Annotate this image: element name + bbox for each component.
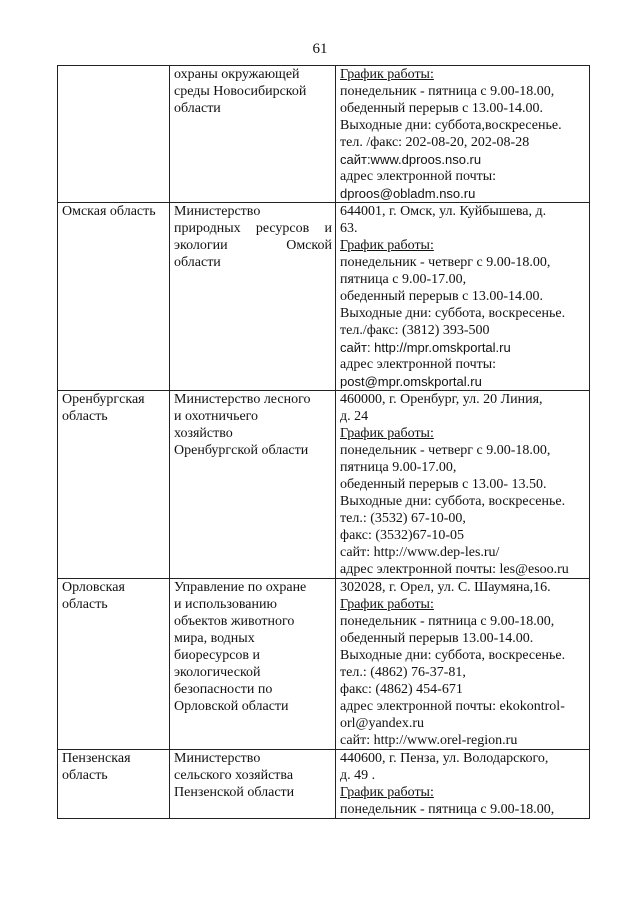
contact-line: сайт: http://mpr.omskportal.ru (340, 340, 511, 355)
organization-cell (170, 203, 336, 391)
contact-line: тел.: (3532) 67-10-00, (340, 511, 466, 526)
region-name-line: область (62, 597, 108, 612)
contact-line: обеденный перерыв с 13.00-14.00. (340, 289, 543, 304)
organization-name-line: экологии Омской (174, 238, 332, 253)
region-cell (58, 391, 170, 579)
contact-line: 644001, г. Омск, ул. Куйбышева, д. (340, 204, 547, 219)
contact-line: 460000, г. Оренбург, ул. 20 Линия, (340, 392, 543, 407)
contact-line: понедельник - четверг с 9.00-18.00, (340, 443, 551, 458)
environment-authorities-table (57, 65, 590, 819)
organization-cell (170, 750, 336, 819)
contact-line: сайт:www.dproos.nso.ru (340, 152, 482, 167)
contact-line: 440600, г. Пенза, ул. Володарского, (340, 751, 549, 766)
contact-line: Выходные дни: суббота,воскресенье. (340, 118, 562, 133)
region-name-line: Омская область (62, 204, 156, 219)
contact-line: Выходные дни: суббота, воскресенье. (340, 648, 566, 663)
organization-name-line: сельского хозяйства (174, 768, 294, 783)
region-name-line: Оренбургская (62, 392, 145, 407)
organization-name-line: мира, водных (174, 631, 255, 646)
organization-name-line: биоресурсов и (174, 648, 261, 663)
contact-line: пятница 9.00-17.00, (340, 460, 457, 475)
organization-name-line: хозяйство (174, 426, 233, 441)
organization-name-line: экологической (174, 665, 261, 680)
contact-line: понедельник - пятница с 9.00-18.00, (340, 802, 555, 817)
region-cell (58, 750, 170, 819)
contact-line: пятница с 9.00-17.00, (340, 272, 467, 287)
contact-line: тел.: (4862) 76-37-81, (340, 665, 466, 680)
contact-line: тел./факс: (3812) 393-500 (340, 323, 490, 338)
contact-line: адрес электронной почты: les@esoo.ru (340, 562, 569, 577)
contact-line: понедельник - пятница с 9.00-18.00, (340, 614, 555, 629)
organization-name-line: безопасности по (174, 682, 273, 697)
table-row (58, 391, 590, 579)
contacts-cell (336, 391, 590, 579)
organization-name-line: природных ресурсов и (174, 221, 332, 236)
organization-name-line: области (174, 255, 221, 270)
contact-line: 302028, г. Орел, ул. С. Шаумяна,16. (340, 580, 551, 595)
region-cell (58, 66, 170, 203)
region-cell (58, 579, 170, 750)
organization-name-line: и охотничьего (174, 409, 259, 424)
contact-line: 63. (340, 221, 358, 236)
contact-line: адрес электронной почты: (340, 169, 497, 184)
contact-line: сайт: http://www.dep-les.ru/ (340, 545, 500, 560)
organization-cell (170, 66, 336, 203)
contact-line: обеденный перерыв 13.00-14.00. (340, 631, 534, 646)
contact-line: сайт: http://www.orel-region.ru (340, 733, 518, 748)
organization-name-line: Пензенской области (174, 785, 295, 800)
contacts-cell (336, 579, 590, 750)
organization-name-line: среды Новосибирской (174, 84, 307, 99)
schedule-heading: График работы: (340, 785, 434, 800)
contact-line: факс: (3532)67-10-05 (340, 528, 464, 543)
schedule-heading: График работы: (340, 426, 434, 441)
page-number: 61 (312, 41, 328, 57)
table-row (58, 203, 590, 391)
contact-line: адрес электронной почты: (340, 357, 497, 372)
contact-line: Выходные дни: суббота, воскресенье. (340, 494, 566, 509)
organization-name-line: Управление по охране (174, 580, 307, 595)
table-row (58, 750, 590, 819)
contact-line: адрес электронной почты: ekokontrol- (340, 699, 565, 714)
contact-line: обеденный перерыв с 13.00- 13.50. (340, 477, 547, 492)
contact-line: понедельник - четверг с 9.00-18.00, (340, 255, 551, 270)
contact-line: dproos@obladm.nso.ru (340, 186, 476, 201)
region-name-line: область (62, 768, 108, 783)
contact-line: post@mpr.omskportal.ru (340, 374, 482, 389)
contacts-cell (336, 203, 590, 391)
schedule-heading: График работы: (340, 238, 434, 253)
organization-name-line: Орловской области (174, 699, 289, 714)
organization-name-line: Министерство (174, 204, 261, 219)
contact-line: д. 49 . (340, 768, 376, 783)
region-name-line: Орловская (62, 580, 125, 595)
contact-line: Выходные дни: суббота, воскресенье. (340, 306, 566, 321)
contact-line: orl@yandex.ru (340, 716, 425, 731)
contacts-cell (336, 66, 590, 203)
organization-name-line: Министерство (174, 751, 261, 766)
schedule-heading: График работы: (340, 597, 434, 612)
schedule-heading: График работы: (340, 67, 434, 82)
organization-name-line: охраны окружающей (174, 67, 300, 82)
table-body (58, 66, 590, 819)
region-name-line: Пензенская (62, 751, 131, 766)
table-row (58, 66, 590, 203)
contact-line: д. 24 (340, 409, 369, 424)
organization-name-line: и использованию (174, 597, 277, 612)
contact-line: обеденный перерыв с 13.00-14.00. (340, 101, 543, 116)
organization-cell (170, 391, 336, 579)
region-name-line: область (62, 409, 108, 424)
organization-name-line: Оренбургской области (174, 443, 309, 458)
contact-line: тел. /факс: 202-08-20, 202-08-28 (340, 135, 530, 150)
organization-name-line: Министерство лесного (174, 392, 311, 407)
contacts-cell (336, 750, 590, 819)
organization-cell (170, 579, 336, 750)
organization-name-line: области (174, 101, 221, 116)
contact-line: понедельник - пятница с 9.00-18.00, (340, 84, 555, 99)
organization-name-line: объектов животного (174, 614, 295, 629)
region-cell (58, 203, 170, 391)
table-row (58, 579, 590, 750)
contact-line: факс: (4862) 454-671 (340, 682, 463, 697)
